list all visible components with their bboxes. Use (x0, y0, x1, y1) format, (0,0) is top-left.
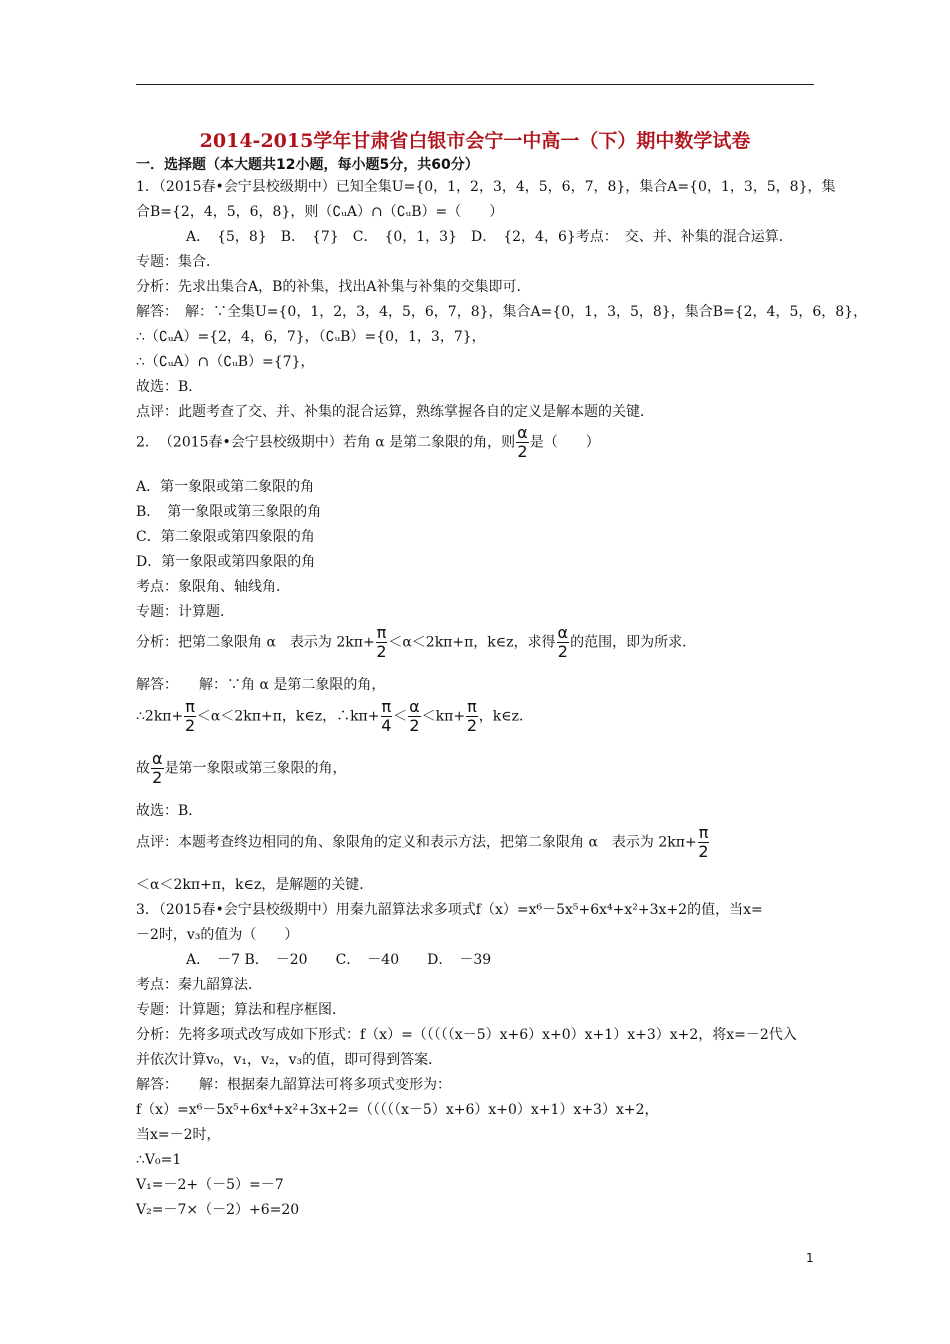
q3-solution-line4: ∴V₀=1 (136, 1152, 182, 1168)
q1-options: A． {5，8} B． {7} C． {0，1，3} D． {2，4，6}考点： 交、并、补集的混合运算． (186, 229, 793, 245)
q2-topic: 专题：计算题． (136, 604, 234, 620)
fraction-numerator: π (698, 823, 709, 842)
fraction-denominator: 2 (409, 716, 420, 735)
q3-solution-line1: 解答： 解：根据秦九韶算法可将多项式变形为： (136, 1077, 451, 1093)
q1-topic: 专题：集合． (136, 254, 220, 270)
q2-analysis-text: ＜α＜2kπ+π，k∈z，求得 (388, 634, 556, 651)
fraction-numerator: α (409, 697, 420, 716)
q1-stem-line2: 合B={2，4，5，6，8}，则（∁ᵤA）∩（∁ᵤB）=（ ） (136, 204, 504, 220)
q2-stem (136, 424, 600, 461)
fraction-denominator: 2 (376, 642, 387, 661)
q3-analysis-line1: 分析：先将多项式改写成如下形式：f（x）=（（（（（x－5）x+6）x+0）x+1）x+3）x+2，将x=－2代入 (136, 1027, 797, 1043)
q2-analysis-text: 分析：把第二象限角 α 表示为 2kπ+ (136, 634, 375, 651)
q1-solution-line2: ∴（∁ᵤA）={2，4，6，7}，（∁ᵤB）={0，1，3，7}， (136, 329, 486, 345)
q2-solution-text: ＜α＜2kπ+π，k∈z，∴kπ+ (196, 708, 380, 725)
fraction-pi-over-2 (376, 624, 388, 661)
q2-analysis-text: 的范围，即为所求． (570, 634, 697, 651)
fraction-numerator: π (467, 697, 477, 716)
q3-topic: 专题：计算题；算法和程序框图． (136, 1002, 346, 1018)
fraction-numerator: α (517, 423, 528, 442)
q2-option-b: B． 第一象限或第三象限的角 (136, 504, 322, 520)
section-heading: 一．选择题（本大题共12小题，每小题5分，共60分） (136, 157, 479, 173)
header-rule (136, 84, 814, 85)
document-title: 2014-2015学年甘肃省白银市会宁一中高一（下）期中数学试卷 (199, 130, 751, 152)
q2-solution-text: ＜ (393, 708, 408, 725)
q2-answer: 故选：B． (136, 803, 203, 819)
q2-solution-text: ∴2kπ+ (136, 708, 184, 725)
page-number: 1 (806, 1251, 814, 1265)
fraction-numerator: π (376, 623, 387, 642)
q1-answer: 故选：B． (136, 379, 203, 395)
q1-analysis: 分析：先求出集合A，B的补集，找出A补集与补集的交集即可． (136, 279, 531, 295)
fraction-pi-over-2 (184, 698, 196, 735)
q1-solution-line1: 解答： 解：∵全集U={0，1，2，3，4，5，6，7，8}，集合A={0，1，3，5，8}，集合B={2，4，5，6，8}， (136, 304, 868, 320)
q2-solution-text: 是第一象限或第三象限的角， (164, 760, 347, 777)
fraction-denominator: 2 (184, 716, 196, 735)
fraction-alpha-over-2 (557, 624, 570, 661)
q2-solution-line2 (136, 698, 533, 735)
q2-comment-text: 点评：本题考查终边相同的角、象限角的定义和表示方法，把第二象限角 α 表示为 2kπ+ (136, 834, 697, 851)
fraction-numerator: π (381, 697, 392, 716)
q3-solution-line6: V₂=－7×（－2）+6=20 (136, 1202, 300, 1218)
q2-stem-tail: 是（ ） (529, 434, 600, 451)
fraction-numerator: π (185, 697, 195, 716)
q3-solution-line2: f（x）=x⁶－5x⁵+6x⁴+x²+3x+2=（（（（（x－5）x+6）x+0）x+1）x+3）x+2， (136, 1102, 659, 1118)
fraction-alpha-over-2 (151, 750, 164, 787)
q3-analysis-line2: 并依次计算v₀，v₁，v₂，v₃的值，即可得到答案． (136, 1052, 443, 1068)
q2-comment-line1 (136, 824, 710, 861)
q3-stem-line1: 3．（2015春•会宁县校级期中）用秦九韶算法求多项式f（x）=x⁶－5x⁵+6x⁴+x²+3x+2的值，当x= (136, 902, 763, 918)
fraction-pi-over-4 (381, 698, 393, 735)
q3-options: A． －7 B． －20 C． －40 D． －39 (186, 952, 492, 968)
q3-solution-line3: 当x=－2时， (136, 1127, 221, 1143)
q2-solution-text: ，k∈z． (478, 708, 533, 725)
q1-solution-line3: ∴（∁ᵤA）∩（∁ᵤB）={7}， (136, 354, 315, 370)
q2-solution-line1: 解答： 解：∵角 α 是第二象限的角， (136, 677, 386, 693)
fraction-denominator: 2 (698, 842, 709, 861)
fraction-numerator: α (152, 749, 163, 768)
fraction-denominator: 2 (152, 768, 163, 787)
q2-point: 考点：象限角、轴线角． (136, 579, 290, 595)
q3-solution-line5: V₁=－2+（－5）=－7 (136, 1177, 284, 1193)
fraction-numerator: α (557, 623, 569, 642)
q2-option-a: A．第一象限或第二象限的角 (136, 479, 315, 495)
q2-comment-line2: ＜α＜2kπ+π，k∈z，是解题的关键． (136, 877, 374, 893)
q1-comment: 点评：此题考查了交、并、补集的混合运算，熟练掌握各自的定义是解本题的关键． (136, 404, 654, 420)
q1-stem-line1: 1．（2015春•会宁县校级期中）已知全集U={0，1，2，3，4，5，6，7，8}，集合A={0，1，3，5，8}，集 (136, 179, 836, 195)
fraction-alpha-over-2 (408, 698, 421, 735)
fraction-denominator: 4 (381, 716, 392, 735)
fraction-pi-over-2 (466, 698, 478, 735)
q3-point: 考点：秦九韶算法． (136, 977, 262, 993)
q2-solution-line3 (136, 750, 347, 787)
fraction-pi-over-2 (698, 824, 710, 861)
fraction-alpha-over-2 (516, 424, 529, 461)
fraction-denominator: 2 (517, 442, 528, 461)
q2-solution-text: 故 (136, 760, 150, 777)
q2-option-d: D．第一象限或第四象限的角 (136, 554, 316, 570)
q2-stem-text: 2． （2015春•会宁县校级期中）若角 α 是第二象限的角，则 (136, 434, 516, 451)
fraction-denominator: 2 (557, 642, 568, 661)
q2-solution-text: ＜kπ+ (421, 708, 466, 725)
q3-stem-line2: －2时，v₃的值为（ ） (136, 927, 299, 943)
fraction-denominator: 2 (466, 716, 478, 735)
q2-option-c: C．第二象限或第四象限的角 (136, 529, 315, 545)
q2-analysis (136, 624, 696, 661)
